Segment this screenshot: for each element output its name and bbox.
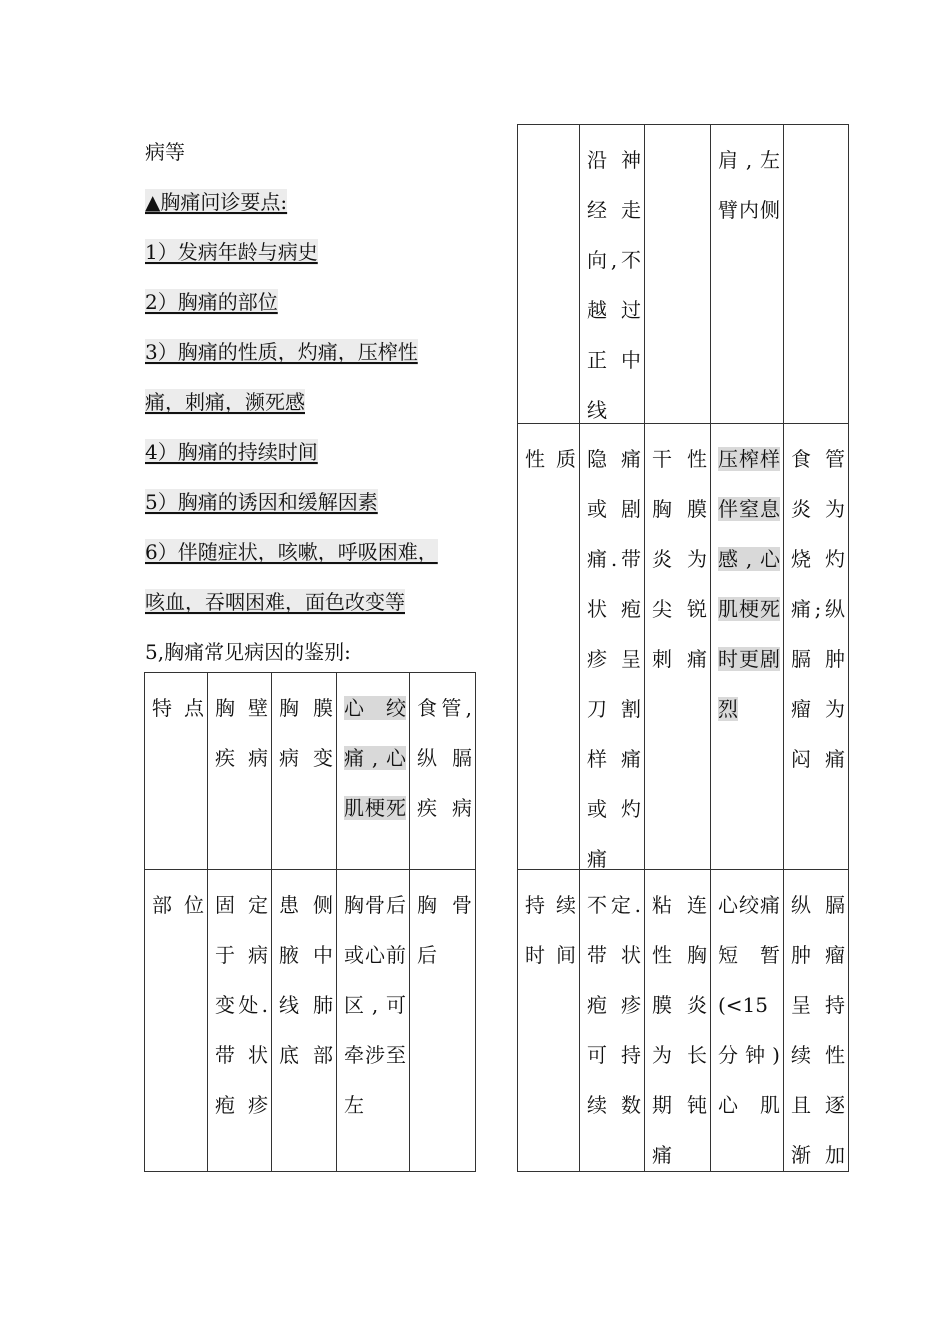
cell-duration-cardiac: 心绞痛短暂(<15分钟)心肌 <box>710 869 784 1172</box>
inquiry-item-4: 4）胸痛的持续时间 <box>145 440 318 464</box>
cell-loc-cont-chest-wall: 沿神经走向,不越过正中线 <box>579 124 645 424</box>
header-cell-chest-wall: 胸壁疾病 <box>207 672 272 870</box>
section-title: 5,胸痛常见病因的鉴别: <box>145 640 351 664</box>
cell-nature-cardiac: 压榨样伴窒息感,心肌梗死时更剧烈 <box>710 423 784 870</box>
cell-loc-cont-cardiac: 肩,左臂内侧 <box>710 124 784 424</box>
inquiry-item-6: 6）伴随症状，咳嗽，呼吸困难， <box>145 540 438 564</box>
cell-duration-esophagus: 纵膈肿瘤呈持续性且逐渐加 <box>783 869 849 1172</box>
header-cell-pleura: 胸膜病变 <box>271 672 337 870</box>
row-label-duration: 持续时间 <box>517 869 580 1172</box>
cell-loc-cont-label <box>517 124 580 424</box>
continued-text: 病等 <box>145 140 185 164</box>
row-label-nature: 性质 <box>517 423 580 870</box>
cell-nature-pleura: 干性胸膜炎为尖锐刺痛 <box>644 423 711 870</box>
inquiry-item-2: 2）胸痛的部位 <box>145 290 278 314</box>
cell-loc-cont-pleura <box>644 124 711 424</box>
inquiry-item-1: 1）发病年龄与病史 <box>145 240 318 264</box>
row-label-location: 部位 <box>144 869 208 1172</box>
cell-nature-esophagus: 食管炎为烧灼痛;纵膈肿瘤为闷痛 <box>783 423 849 870</box>
header-cell-feature: 特点 <box>144 672 208 870</box>
cell-loc-cont-esophagus <box>783 124 849 424</box>
inquiry-item-6-cont: 咳血，吞咽困难，面色改变等 <box>145 590 405 614</box>
header-cell-cardiac: 心绞痛,心肌梗死 <box>336 672 410 870</box>
inquiry-item-5: 5）胸痛的诱因和缓解因素 <box>145 490 378 514</box>
inquiry-item-3: 3）胸痛的性质，灼痛，压榨性 <box>145 340 418 364</box>
cell-duration-chest-wall: 不定.带状疱疹可持续数 <box>579 869 645 1172</box>
header-cell-esophagus: 食管,纵膈疾病 <box>409 672 476 870</box>
inquiry-heading: ▲胸痛问诊要点: <box>145 190 288 214</box>
cell-nature-chest-wall: 隐痛或剧痛.带状疱疹呈刀割样痛或灼痛 <box>579 423 645 870</box>
inquiry-item-3-cont: 痛，刺痛，濒死感 <box>145 390 305 414</box>
cell-location-pleura: 患侧腋中线肺底部 <box>271 869 337 1172</box>
cell-duration-pleura: 粘连性胸膜炎为长期钝痛 <box>644 869 711 1172</box>
cell-location-esophagus: 胸骨后 <box>409 869 476 1172</box>
cell-location-cardiac: 胸骨后或心前区,可牵涉至左 <box>336 869 410 1172</box>
cell-location-chest-wall: 固定于病变处.带状疱疹 <box>207 869 272 1172</box>
